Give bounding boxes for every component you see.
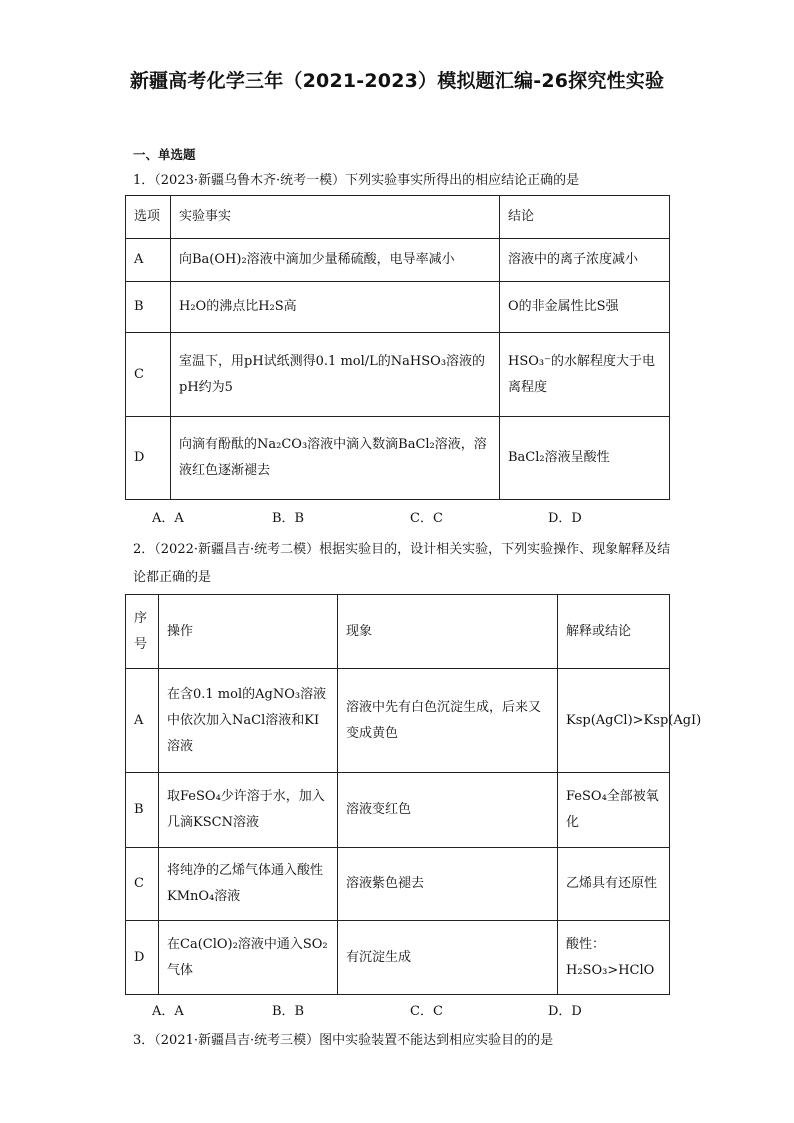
row-operation: 在Ca(ClO)₂溶液中通入SO₂气体 xyxy=(159,921,338,995)
header-conclusion: 结论 xyxy=(500,196,670,239)
row-operation: 将纯净的乙烯气体通入酸性KMnO₄溶液 xyxy=(159,848,338,921)
row-option: C xyxy=(126,333,171,417)
row-operation: 取FeSO₄少许溶于水，加入几滴KSCN溶液 xyxy=(159,773,338,848)
row-conclusion: HSO₃⁻的水解程度大于电离程度 xyxy=(500,333,670,417)
row-fact: 室温下，用pH试纸测得0.1 mol/L的NaHSO₃溶液的pH约为5 xyxy=(171,333,500,417)
row-conclusion: BaCl₂溶液呈酸性 xyxy=(500,417,670,500)
row-option: D xyxy=(126,417,171,500)
header-option: 选项 xyxy=(126,196,171,239)
table-row xyxy=(126,239,670,282)
row-conclusion: Ksp(AgCl)>Ksp(AgI) xyxy=(558,669,670,773)
row-option: A xyxy=(126,239,171,282)
row-number: B xyxy=(126,773,159,848)
row-phenomenon: 溶液中先有白色沉淀生成，后来又变成黄色 xyxy=(338,669,558,773)
row-conclusion: FeSO₄全部被氧化 xyxy=(558,773,670,848)
row-number: A xyxy=(126,669,159,773)
header-number: 序号 xyxy=(126,595,159,669)
table-row xyxy=(126,669,670,773)
choice-d[interactable]: D．D xyxy=(548,1004,582,1019)
choice-c[interactable]: C．C xyxy=(410,1004,443,1019)
choice-d[interactable]: D．D xyxy=(548,511,582,526)
row-number: C xyxy=(126,848,159,921)
header-operation: 操作 xyxy=(159,595,338,669)
row-fact: 向滴有酚酞的Na₂CO₃溶液中滴入数滴BaCl₂溶液，溶液红色逐渐褪去 xyxy=(171,417,500,500)
choice-b[interactable]: B．B xyxy=(272,1004,305,1019)
row-conclusion: O的非金属性比S强 xyxy=(500,282,670,333)
choice-b[interactable]: B．B xyxy=(272,511,305,526)
table-header-row xyxy=(126,196,670,239)
question-3-stem: 3．（2021·新疆昌吉·统考三模）图中实验装置不能达到相应实验目的的是 xyxy=(133,1033,554,1048)
row-phenomenon: 溶液紫色褪去 xyxy=(338,848,558,921)
row-phenomenon: 溶液变红色 xyxy=(338,773,558,848)
table-row xyxy=(126,773,670,848)
question-2-table xyxy=(125,594,702,995)
question-1-table xyxy=(125,195,670,500)
table-header-row xyxy=(126,595,670,669)
header-phenomenon: 现象 xyxy=(338,595,558,669)
table-row xyxy=(126,848,670,921)
row-fact: 向Ba(OH)₂溶液中滴加少量稀硫酸，电导率减小 xyxy=(171,239,500,282)
table-row xyxy=(126,417,670,500)
question-2-stem: 2．（2022·新疆昌吉·统考二模）根据实验目的，设计相关实验，下列实验操作、现象解释及结论都正确的是 xyxy=(133,542,671,585)
page-title: 新疆高考化学三年（2021-2023）模拟题汇编-26探究性实验 xyxy=(129,70,665,92)
table-row xyxy=(126,921,670,995)
question-1-stem: 1．（2023·新疆乌鲁木齐·统考一模）下列实验事实所得出的相应结论正确的是 xyxy=(133,173,580,188)
row-conclusion: 乙烯具有还原性 xyxy=(558,848,670,921)
table-row xyxy=(126,282,670,333)
table-row xyxy=(126,333,670,417)
row-option: B xyxy=(126,282,171,333)
choice-a[interactable]: A．A xyxy=(152,511,184,526)
row-conclusion: 酸性：H₂SO₃>HClO xyxy=(558,921,670,995)
row-phenomenon: 有沉淀生成 xyxy=(338,921,558,995)
row-fact: H₂O的沸点比H₂S高 xyxy=(171,282,500,333)
row-operation: 在含0.1 mol的AgNO₃溶液中依次加入NaCl溶液和KI溶液 xyxy=(159,669,338,773)
header-fact: 实验事实 xyxy=(171,196,500,239)
choice-a[interactable]: A．A xyxy=(152,1004,184,1019)
header-conclusion: 解释或结论 xyxy=(558,595,670,669)
section-heading: 一、单选题 xyxy=(133,147,196,162)
row-number: D xyxy=(126,921,159,995)
choice-c[interactable]: C．C xyxy=(410,511,443,526)
row-conclusion: 溶液中的离子浓度减小 xyxy=(500,239,670,282)
